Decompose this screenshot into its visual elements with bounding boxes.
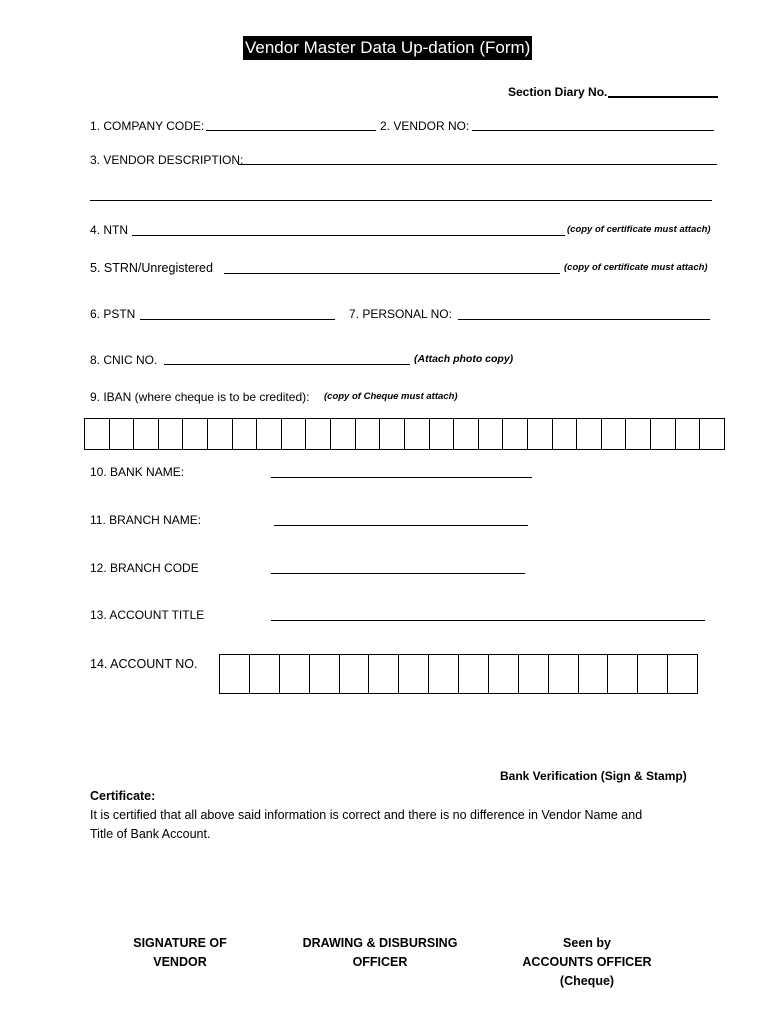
branch-code-label: 12. BRANCH CODE xyxy=(90,561,199,575)
iban-digit-box xyxy=(159,419,184,449)
vendor-description-label: 3. VENDOR DESCRIPTION: xyxy=(90,153,244,167)
certificate-line-2: Title of Bank Account. xyxy=(90,827,211,841)
account-title-line xyxy=(271,620,705,621)
iban-digit-box xyxy=(134,419,159,449)
cnic-note: (Attach photo copy) xyxy=(414,353,514,365)
bank-name-line xyxy=(271,477,532,478)
personal-no-line xyxy=(458,319,710,320)
section-diary-label: Section Diary No. xyxy=(508,85,608,99)
section-diary-line xyxy=(608,96,718,98)
pstn-label: 6. PSTN xyxy=(90,307,136,321)
iban-digit-box xyxy=(208,419,233,449)
vendor-no-label: 2. VENDOR NO: xyxy=(380,119,470,133)
iban-box-grid xyxy=(84,418,725,450)
vendor-description-line-1 xyxy=(238,164,717,165)
personal-no-label: 7. PERSONAL NO: xyxy=(349,307,452,321)
iban-digit-box xyxy=(306,419,331,449)
form-title: Vendor Master Data Up-dation (Form) xyxy=(243,36,532,60)
account-digit-box xyxy=(429,655,459,693)
account-title-label: 13. ACCOUNT TITLE xyxy=(90,608,205,622)
iban-digit-box xyxy=(577,419,602,449)
account-digit-box xyxy=(519,655,549,693)
company-code-label: 1. COMPANY CODE: xyxy=(90,119,205,133)
iban-digit-box xyxy=(553,419,578,449)
iban-digit-box xyxy=(676,419,701,449)
iban-digit-box xyxy=(700,419,725,449)
iban-digit-box xyxy=(503,419,528,449)
account-digit-box xyxy=(220,655,250,693)
strn-note: (copy of certificate must attach) xyxy=(564,262,708,273)
vendor-description-line-2 xyxy=(90,200,712,201)
ddo-signature-label: DRAWING & DISBURSING OFFICER xyxy=(302,936,458,969)
account-digit-box xyxy=(549,655,579,693)
iban-digit-box xyxy=(602,419,627,449)
account-digit-box xyxy=(668,655,698,693)
account-digit-box xyxy=(579,655,609,693)
iban-digit-box xyxy=(454,419,479,449)
account-digit-box xyxy=(369,655,399,693)
accounts-officer-label: Seen by ACCOUNTS OFFICER (Cheque) xyxy=(522,936,652,988)
iban-label: 9. IBAN (where cheque is to be credited): xyxy=(90,390,310,404)
iban-digit-box xyxy=(430,419,455,449)
iban-digit-box xyxy=(331,419,356,449)
iban-digit-box xyxy=(233,419,258,449)
bank-verification-label: Bank Verification (Sign & Stamp) xyxy=(500,769,687,783)
certificate-heading: Certificate: xyxy=(90,789,156,803)
account-digit-box xyxy=(608,655,638,693)
account-digit-box xyxy=(250,655,280,693)
account-digit-box xyxy=(399,655,429,693)
vendor-no-line xyxy=(472,130,714,131)
ntn-note: (copy of certificate must attach) xyxy=(567,224,711,235)
account-digit-box xyxy=(638,655,668,693)
iban-digit-box xyxy=(85,419,110,449)
iban-digit-box xyxy=(479,419,504,449)
branch-code-line xyxy=(271,573,525,574)
account-digit-box xyxy=(310,655,340,693)
iban-digit-box xyxy=(528,419,553,449)
iban-digit-box xyxy=(257,419,282,449)
pstn-line xyxy=(140,319,335,320)
account-digit-box xyxy=(340,655,370,693)
branch-name-line xyxy=(274,525,528,526)
iban-digit-box xyxy=(651,419,676,449)
strn-label: 5. STRN/Unregistered xyxy=(90,261,213,275)
iban-digit-box xyxy=(110,419,135,449)
iban-note: (copy of Cheque must attach) xyxy=(324,391,458,402)
bank-name-label: 10. BANK NAME: xyxy=(90,465,185,479)
iban-digit-box xyxy=(626,419,651,449)
account-no-box-grid xyxy=(219,654,698,694)
branch-name-label: 11. BRANCH NAME: xyxy=(90,513,202,527)
account-digit-box xyxy=(459,655,489,693)
ntn-label: 4. NTN xyxy=(90,223,129,237)
iban-digit-box xyxy=(356,419,381,449)
strn-line xyxy=(224,273,560,274)
cnic-label: 8. CNIC NO. xyxy=(90,353,158,367)
certificate-line-1: It is certified that all above said information is correct and there is no difference in Vendor Name and xyxy=(90,808,643,822)
vendor-signature-label: SIGNATURE OF VENDOR xyxy=(133,936,227,969)
cnic-line xyxy=(164,364,410,365)
iban-digit-box xyxy=(380,419,405,449)
iban-digit-box xyxy=(183,419,208,449)
account-digit-box xyxy=(489,655,519,693)
account-digit-box xyxy=(280,655,310,693)
iban-digit-box xyxy=(282,419,307,449)
company-code-line xyxy=(206,130,376,131)
iban-digit-box xyxy=(405,419,430,449)
ntn-line xyxy=(132,235,565,236)
account-no-label: 14. ACCOUNT NO. xyxy=(90,657,198,671)
